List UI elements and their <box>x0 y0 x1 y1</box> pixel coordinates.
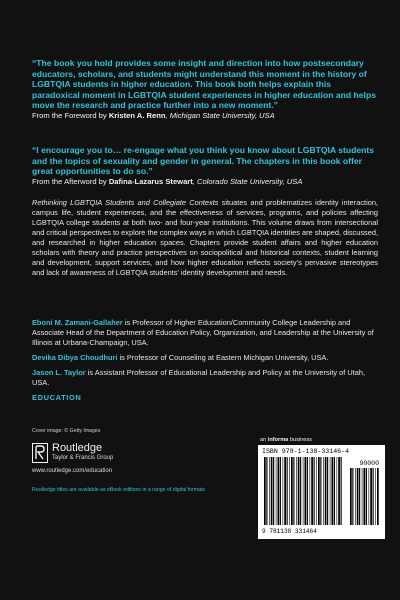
barcode-stripe <box>298 457 300 525</box>
author-bios <box>32 318 378 393</box>
informa-tagline: an informa business <box>260 437 312 443</box>
foreword-quote: “The book you hold provides some insight and direction into how postsecondary educators, scholars, and students might understand this moment in the history of LGBTQIA students in higher education. This book both helps explain this paradoxical moment in LGBTQIA student experiences in higher education and helps move the research and practice further into a new moment.” <box>32 58 376 111</box>
bio-editor-2: Devika Dibya Choudhuri is Professor of Counseling at Eastern Michigan University, USA. <box>32 353 329 362</box>
barcode-stripe <box>357 468 359 525</box>
publisher-group: Taylor & Francis Group <box>52 455 114 461</box>
isbn-label: ISBN 978-1-138-33146-4 <box>262 448 350 455</box>
foreword-quote-block <box>32 58 378 125</box>
barcode-stripe <box>332 457 334 525</box>
barcode-stripe <box>327 457 328 525</box>
barcode-stripe <box>338 457 340 525</box>
barcode-stripe <box>350 468 352 525</box>
routledge-mark-icon <box>32 443 48 463</box>
barcode-stripe <box>364 468 366 525</box>
barcode-stripe <box>278 457 280 525</box>
publisher-url: www.routledge.com/education <box>32 468 113 474</box>
afterword-author: Dafina-Lazarus Stewart <box>108 176 193 186</box>
barcode-stripe <box>337 457 338 525</box>
barcode-stripe <box>352 468 353 525</box>
barcode-stripe <box>291 457 293 525</box>
barcode-stripe <box>373 468 374 525</box>
subject-category: EDUCATION <box>32 393 82 402</box>
afterword-attribution: From the Afterword by Dafina-Lazarus Stewart, Colorado State University, USA <box>32 176 303 186</box>
book-title: Rethinking LGBTQIA Students and Collegiate Contexts <box>32 198 219 207</box>
barcode-stripe <box>307 457 308 525</box>
barcode-stripe <box>293 457 294 525</box>
barcode-stripe <box>289 457 290 525</box>
cover-image-credit: Cover image: © Getty Images <box>32 428 101 434</box>
publisher-logo <box>32 441 172 465</box>
barcode-stripe <box>266 457 267 525</box>
barcode-stripe <box>310 457 311 525</box>
barcode-stripe <box>370 468 372 525</box>
description-text: situates and problematizes identity interaction, campus life, student experiences, and the effectiveness of services, programs, and policies affecting LGBTQIA college students at both two- and four-year institutions. This volume draws from intersectional and critical perspectives to explore the complex ways in which LGBTQIA identities are shaped, discussed, and researched in higher education spaces. Chapters provide student affairs and higher education scholars with theory and practice perspectives on sociopolitical and historical contexts, student learning and development, support services, and how higher education reflects society’s pervasive stereotypes and lack of awareness of LGBTQIA students’ identity development and needs. <box>32 198 378 277</box>
barcode-stripe <box>316 457 317 525</box>
barcode-stripe <box>375 468 376 525</box>
barcode-stripe <box>377 468 379 525</box>
barcode-stripe <box>323 457 324 525</box>
barcode-stripe <box>359 468 360 525</box>
barcode-stripe <box>320 457 321 525</box>
publisher-name: Routledge <box>52 442 103 454</box>
foreword-author: Kristen A. Renn <box>108 110 166 120</box>
barcode-stripe <box>269 457 270 525</box>
afterword-quote-block <box>32 145 378 191</box>
ean-digits: 9 781138 331464 <box>262 528 317 535</box>
barcode-stripe <box>318 457 320 525</box>
barcode-stripe <box>325 457 327 525</box>
barcode-stripe <box>264 457 266 525</box>
barcode-stripe <box>284 457 286 525</box>
barcode-stripe <box>273 457 274 525</box>
ebook-note: Routledge titles are available as eBook editions in a range of digital formats <box>32 487 206 493</box>
barcode-stripe <box>355 468 356 525</box>
barcode-stripe <box>366 468 367 525</box>
barcode-stripe <box>303 457 304 525</box>
barcode-stripe <box>300 457 301 525</box>
bio-editor-1: Eboni M. Zamani-Gallaher is Professor of Higher Education/Community College Leadership and Associate Head of the Department of Education Policy, Organization, and Leadership at the University of Illinois at Urbana-Champaign, USA. <box>32 318 374 347</box>
foreword-attribution: From the Foreword by Kristen A. Renn, Michigan State University, USA <box>32 110 275 120</box>
book-description <box>32 198 378 278</box>
barcode-stripe <box>362 468 363 525</box>
afterword-quote: “I encourage you to… re-engage what you think you know about LGBTQIA students and the topics of sexuality and gender in general. The chapters in this book offer great opportunities to do so.” <box>32 145 375 177</box>
barcode-stripe <box>305 457 307 525</box>
barcode-stripe <box>341 457 342 525</box>
barcode-stripe <box>287 457 288 525</box>
barcode-stripe <box>271 457 273 525</box>
barcode-stripe <box>311 457 313 525</box>
barcode-stripe <box>369 468 370 525</box>
barcode-icon <box>262 457 381 527</box>
barcode-stripe <box>276 457 277 525</box>
barcode-stripe <box>296 457 297 525</box>
barcode-stripe <box>314 457 315 525</box>
barcode-stripe <box>330 457 331 525</box>
barcode-stripe <box>334 457 335 525</box>
barcode-stripe <box>280 457 281 525</box>
barcode-panel <box>258 445 385 539</box>
barcode-stripe <box>283 457 284 525</box>
bio-editor-3: Jason L. Taylor is Assistant Professor of Educational Leadership and Policy at the University of Utah, USA. <box>32 368 366 387</box>
barcode-addon: 90000 <box>359 460 379 467</box>
